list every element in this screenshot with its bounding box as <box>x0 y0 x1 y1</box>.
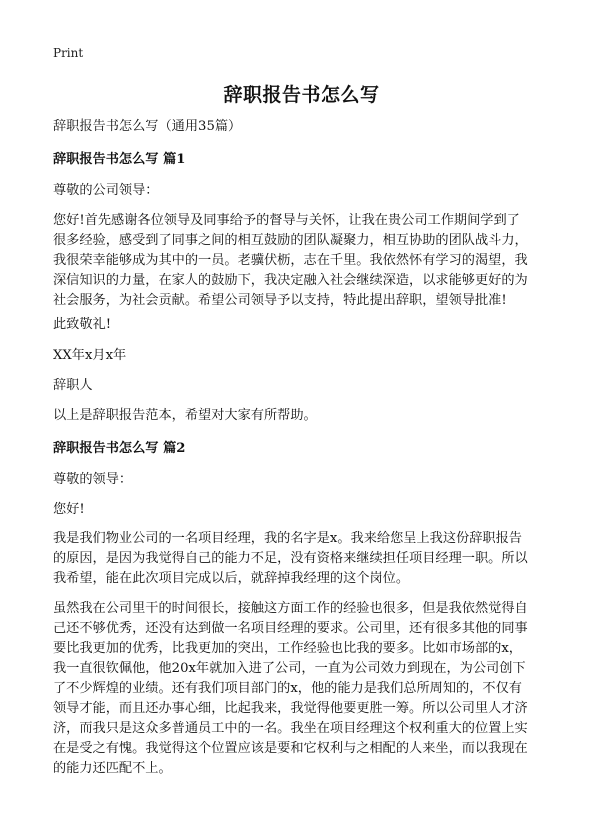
section-2-body-2: 虽然我在公司里干的时间很长，接触这方面工作的经验也很多，但是我依然觉得自 己还不够优秀，还没有达到做一名项目经理的要求。公司里，还有很多其他的同事 要比我更加的优秀，比我更加的突出，工作经验也比我的要多。比如市场部的x， 我一直很钦佩他，他20x年就加入进了公司，一直为公司效力到现在，为公司创下 了不少辉煌的业绩。还有我们项目部门的x，他的能力是我们总所周知的，不仅有 领导才能，而且还办事心细，比起我来，我觉得他要更胜一筹。所以公司里人才济 济，而我只是这众多普通员工中的一名。我坐在项目经理这个权利重大的位置上实 在是受之有愧。我觉得这个位置应该是要和它权利与之相配的人来坐，而以我现在 的能力还匹配不上。 <box>53 601 528 776</box>
section-1-note: 以上是辞职报告范本，希望对大家有所帮助。 <box>53 408 317 423</box>
section-1-salutation: 尊敬的公司领导： <box>53 183 159 198</box>
section-2-heading: 辞职报告书怎么写 篇2 <box>53 441 186 456</box>
section-1-signature: 辞职人 <box>53 378 93 393</box>
document-subtitle: 辞职报告书怎么写（通用35篇） <box>53 119 242 134</box>
section-1-body: 您好!首先感谢各位领导及同事给予的督导与关怀，让我在贵公司工作期间学到了 很多经验，感受到了同事之间的相互鼓励的团队凝聚力，相互协助的团队战斗力， 我很荣幸能够成为其中的一员。老骥伏枥，志在千里。我依然怀有学习的渴望，我 深信知识的力量，在家人的鼓励下，我决定融入社会继续深造，以求能够更好的为 社会服务，为社会贡献。希望公司领导予以支持，特此提出辞职，望领导批准! <box>53 213 528 308</box>
section-2-greeting: 您好! <box>53 502 85 517</box>
section-1-closing: 此致敬礼! <box>53 317 112 332</box>
section-1-heading: 辞职报告书怎么写 篇1 <box>53 152 186 167</box>
section-2-body-1: 我是我们物业公司的一名项目经理，我的名字是x。我来给您呈上我这份辞职报告 的原因，是因为我觉得自己的能力不足，没有资格来继续担任项目经理一职。所以 我希望，能在此次项目完成以后，就辞掉我经理的这个岗位。 <box>53 531 528 586</box>
section-1-date: XX年x月x年 <box>53 348 127 363</box>
page-title: 辞职报告书怎么写 <box>223 84 380 106</box>
print-button[interactable]: Print <box>53 46 84 60</box>
section-2-salutation: 尊敬的领导： <box>53 472 133 487</box>
